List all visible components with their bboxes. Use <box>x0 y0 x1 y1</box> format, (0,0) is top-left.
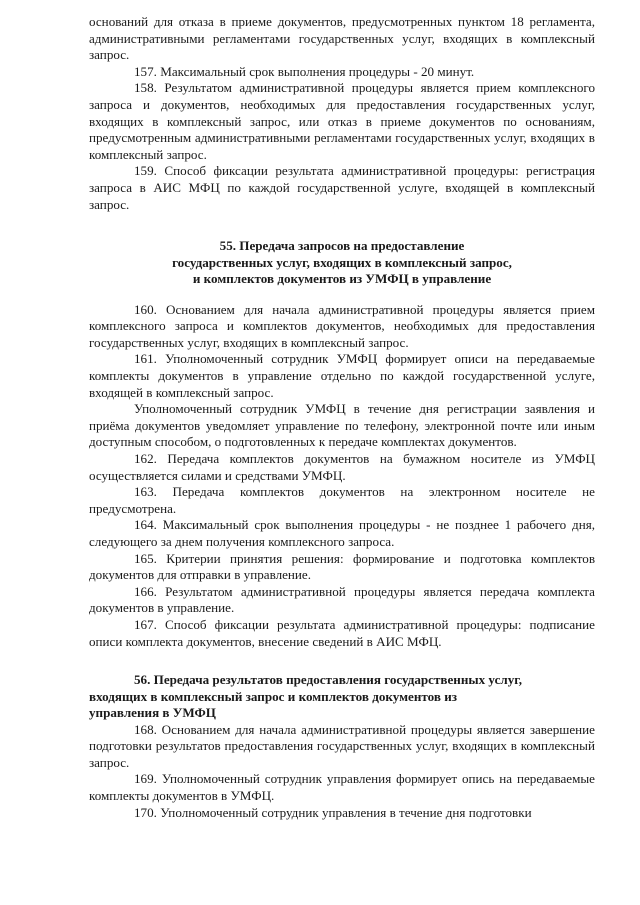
paragraph-167: 167. Способ фиксации результата административной процедуры: подписание описи комплекта документов, внесение сведений в АИС МФЦ. <box>89 616 595 649</box>
paragraph-intro: оснований для отказа в приеме документов, предусмотренных пунктом 18 регламента, административными регламентами государственных услуг, входящих в комплексный запрос. <box>89 14 595 63</box>
section-56-heading-line: управления в УМФЦ <box>89 705 216 721</box>
paragraph-162: 162. Передача комплектов документов на бумажном носителе из УМФЦ осуществляется силами и средствами УМФЦ. <box>89 450 595 483</box>
paragraph-163: 163. Передача комплектов документов на электронном носителе не предусмотрена. <box>89 484 595 516</box>
paragraph-160: 160. Основанием для начала административной процедуры является прием комплексного запроса и комплектов документов, необходимых для предоставления государственных услуг, входящих в комплексный запрос. <box>89 301 595 350</box>
paragraph-164: 164. Максимальный срок выполнения процедуры - не позднее 1 рабочего дня, следующего за днем получения комплексного запроса. <box>89 517 595 549</box>
paragraph-158: 158. Результатом административной процедуры является прием комплексного запроса и документов, необходимых для предоставления государственных услуг, входящих в комплексный запрос, или отказ в приеме документов по основаниям, предусмотренным административными регламентами государственных услуг, входящих в комплексный запрос. <box>89 80 595 162</box>
paragraph-161: 161. Уполномоченный сотрудник УМФЦ формирует описи на передаваемые комплекты документов в управление отдельно по каждой государственной услуге, входящей в комплексный запрос. <box>89 351 595 400</box>
section-56-heading-line: входящих в комплексный запрос и комплектов документов из <box>89 688 458 704</box>
document-page <box>89 14 595 821</box>
section-56-heading <box>89 672 595 722</box>
paragraph-169: 169. Уполномоченный сотрудник управления формирует опись на передаваемые комплекты документов в УМФЦ. <box>89 771 595 803</box>
section-55-heading-line: и комплектов документов из УМФЦ в управление <box>192 271 492 287</box>
section-55-heading-line: государственных услуг, входящих в комплексный запрос, <box>172 254 512 270</box>
section-56-heading-line: 56. Передача результатов предоставления государственных услуг, <box>134 672 523 688</box>
section-55-heading-line: 55. Передача запросов на предоставление <box>219 238 465 254</box>
paragraph-168: 168. Основанием для начала административной процедуры является завершение подготовки результатов предоставления государственных услуг, входящих в комплексный запрос. <box>89 721 595 770</box>
paragraph-165: 165. Критерии принятия решения: формирование и подготовка комплектов документов для отправки в управление. <box>89 550 595 583</box>
section-55-heading <box>89 238 595 288</box>
paragraph-170: 170. Уполномоченный сотрудник управления в течение дня подготовки <box>134 804 532 820</box>
paragraph-159: 159. Способ фиксации результата административной процедуры: регистрация запроса в АИС МФЦ по каждой государственной услуге, входящей в комплексный запрос. <box>89 163 595 212</box>
paragraph-157: 157. Максимальный срок выполнения процедуры - 20 минут. <box>134 63 475 79</box>
paragraph-161-continued: Уполномоченный сотрудник УМФЦ в течение дня регистрации заявления и приёма документов уведомляет управление по телефону, электронной почте или иным доступным способом, о подготовленных к передаче комплектах документов. <box>89 401 595 450</box>
paragraph-166: 166. Результатом административной процедуры является передача комплекта документов в управление. <box>89 583 595 616</box>
